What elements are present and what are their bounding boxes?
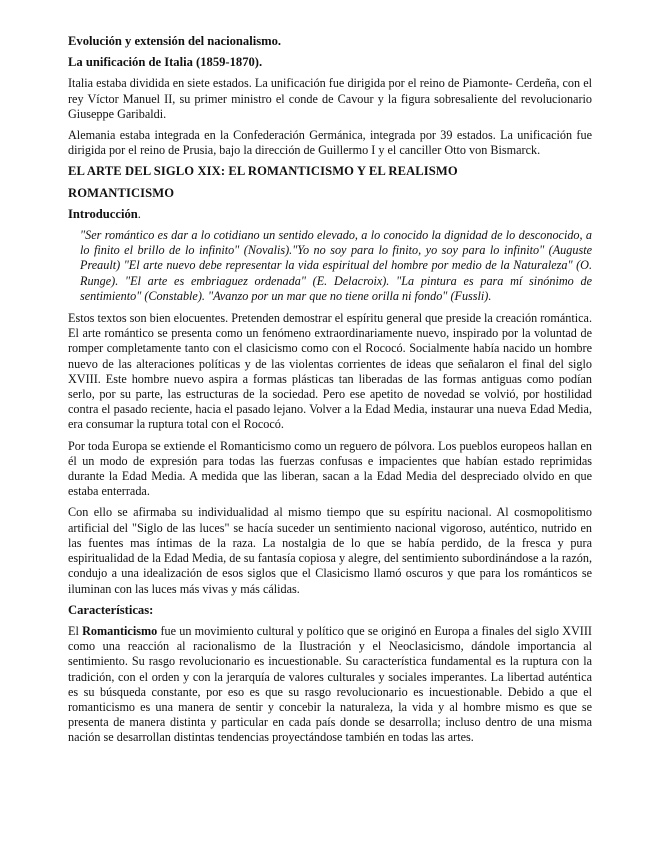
paragraph-4-bold: Romanticismo <box>82 623 158 638</box>
paragraph-italia: Italia estaba dividida en siete estados. La unificación fue dirigida por el reino de Piamonte- Cerdeña, con el rey Víctor Manuel II, su primer ministro el conde de Cavour y la figura sobresaliente del revolucionario Giuseppe Garibaldi. <box>68 76 592 121</box>
paragraph-4 <box>68 624 592 746</box>
paragraph-1: Estos textos son bien elocuentes. Pretenden demostrar el espíritu general que preside la creación romántica. El arte romántico se presenta como un fenómeno extraordinariamente nuevo, inspirado por la voluntad de romper completamente tanto con el clasicismo como con el Rococó. Socialmente había nacido un hombre nuevo de las alteraciones políticas y de las violentas corrientes de ideas que señalaron el final del siglo XVIII. Este hombre nuevo aspira a formas plásticas tan liberadas de las formas antiguas como podían serlo, por su parte, las estructuras de la sociedad. Pero ese apetito de novedad se volvió, por hostilidad contra el pasado reciente, hacia el pasado lejano. Volver a la Edad Media, instaurar una nueva Edad Media, era consumar la ruptura total con el Rococó. <box>68 311 592 432</box>
heading-evolucion: Evolución y extensión del nacionalismo. <box>68 34 282 48</box>
heading-introduccion-text: Introducción <box>68 206 138 221</box>
heading-caracteristicas: Características: <box>68 602 154 617</box>
paragraph-3: Con ello se afirmaba su individualidad al mismo tiempo que su espíritu nacional. Al cosmopolitismo artificial del "Siglo de las luces" se hacía suceder un sentimiento nacional vigoroso, auténtico, nutrido en las fuentes mas íntimas de la raza. La nostalgia de lo que se había perdido, de la fresca y pura espiritualidad de la Edad Media, de su fantasía copiosa y alegre, del sentimiento subordinándose a la razón, condujo a una idealización de esos siglos que el Clasicismo llamó oscuros y que para los románticos se iluminan con las luces más vivas y más cálidas. <box>68 505 592 596</box>
paragraph-alemania: Alemania estaba integrada en la Confederación Germánica, integrada por 39 estados. La unificación fue dirigida por el reino de Prusia, bajo la dirección de Guillermo I y el canciller Otto von Bismarck. <box>68 128 592 158</box>
quote-block: "Ser romántico es dar a lo cotidiano un sentido elevado, a lo conocido la dignidad de lo desconocido, a lo finito el brillo de lo infinito" (Novalis)."Yo no soy para lo finito, yo soy para lo infinito" (Auguste Preault) "El arte nuevo debe representar la vida espiritual del hombre por medio de la Naturaleza" (O. Runge). "El arte es embriaguez ordenada" (E. Delacroix). "La pintura es para mí sinónimo de sentimiento" (Constable). "Avanzo por un mar que no tiene orilla ni fondo" (Fussli). <box>80 228 592 303</box>
heading-arte-siglo-xix: EL ARTE DEL SIGLO XIX: EL ROMANTICISMO Y EL REALISMO <box>68 164 458 179</box>
paragraph-2: Por toda Europa se extiende el Romanticismo como un reguero de pólvora. Los pueblos europeos hallan en él un modo de expresión para todas las fuerzas confusas e impacientes que habían estado reprimidas durante la Edad Media. A medida que las liberan, sacan a la Edad Media del despreciado olvido en que estaba enterrada. <box>68 438 592 499</box>
heading-romanticismo: ROMANTICISMO <box>68 185 175 200</box>
paragraph-4-rest: fue un movimiento cultural y político que se originó en Europa a finales del siglo XVIII como una reacción al racionalismo de la Ilustración y el Neoclasicismo, dándole importancia al sentimiento. Su rasgo revolucionario es incuestionable. Su característica fundamental es la ruptura con la tradición, con el orden y con la jerarquía de valores culturales y sociales imperantes. La libertad auténtica es su búsqueda constante, por eso es que su rasgo revolucionario es incuestionable. Debido a que el romanticismo es una manera de sentir y concebir la naturaleza, la vida y al hombre mismo es que se presenta de manera distinta y particular en cada país donde se desarrolla; incluso dentro de una misma nación se desarrollan distintas tendencias proyectándose también en todas las artes. <box>68 623 592 745</box>
paragraph-4-prefix: El <box>68 623 83 638</box>
heading-introduccion <box>68 207 592 222</box>
heading-introduccion-dot: . <box>137 206 141 221</box>
heading-italia: La unificación de Italia (1859-1870). <box>68 55 263 70</box>
document-page <box>68 34 592 752</box>
